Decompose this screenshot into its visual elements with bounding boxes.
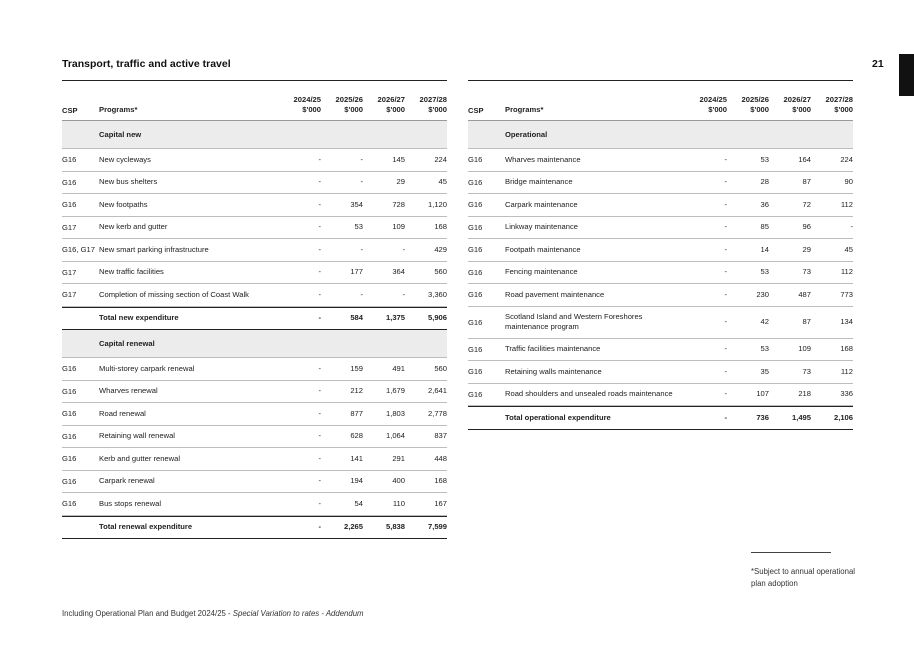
value-cell: 29 <box>802 244 811 254</box>
value-cell: 145 <box>392 154 405 164</box>
value-cell: 491 <box>392 363 405 373</box>
program-cell: Traffic facilities maintenance <box>505 344 601 354</box>
program-cell: Footpath maintenance <box>505 244 581 254</box>
table-row <box>62 403 447 426</box>
csp-header-label: CSP <box>62 106 78 115</box>
value-cell: - <box>724 177 727 187</box>
value-cell: 73 <box>802 267 811 277</box>
table-row <box>468 284 853 307</box>
program-cell: New smart parking infrastructure <box>99 244 209 254</box>
program-cell: New kerb and gutter <box>99 222 168 232</box>
value-cell: - <box>724 389 727 399</box>
value-cell: 560 <box>434 267 447 277</box>
section-heading: Capital new <box>99 129 142 139</box>
year-label: 2025/26 <box>741 94 769 104</box>
table-row <box>62 149 447 172</box>
table-row <box>468 194 853 217</box>
value-cell: 54 <box>354 498 363 508</box>
value-cell: - <box>360 289 363 299</box>
program-cell: Scotland Island and Western Foreshores maintenance program <box>505 312 643 331</box>
value-cell: 112 <box>840 366 853 376</box>
total-label: Total new expenditure <box>99 313 179 323</box>
value-cell: - <box>850 222 853 232</box>
program-cell: Fencing maintenance <box>505 267 578 277</box>
value-cell: - <box>360 244 363 254</box>
program-cell: Carpark maintenance <box>505 199 578 209</box>
section-heading-row <box>62 330 447 358</box>
csp-cell: G16, G17 <box>62 245 95 255</box>
value-cell: 29 <box>396 177 405 187</box>
program-cell: Multi-storey carpark renewal <box>99 363 195 373</box>
value-cell: - <box>318 431 321 441</box>
page-tab-marker <box>899 54 914 96</box>
table-row <box>468 172 853 195</box>
year-column-header <box>279 95 321 116</box>
csp-cell: G16 <box>468 344 483 354</box>
total-value-cell: 1,495 <box>791 412 811 422</box>
value-cell: 400 <box>392 476 405 486</box>
value-cell: 218 <box>798 389 811 399</box>
value-cell: - <box>402 244 405 254</box>
table-header-row <box>468 81 853 121</box>
total-row <box>468 406 853 430</box>
unit-label: $'000 <box>302 104 321 114</box>
value-cell: - <box>724 344 727 354</box>
value-cell: 1,679 <box>385 386 405 396</box>
value-cell: - <box>724 366 727 376</box>
value-cell: 291 <box>392 453 405 463</box>
total-value-cell: 2,106 <box>833 412 853 422</box>
table-row <box>62 471 447 494</box>
csp-cell: G17 <box>62 290 77 300</box>
section-title: Transport, traffic and active travel <box>62 58 231 70</box>
value-cell: - <box>318 408 321 418</box>
unit-label: $'000 <box>708 104 727 114</box>
value-cell: - <box>724 199 727 209</box>
year-column-header <box>685 95 727 116</box>
value-cell: - <box>724 244 727 254</box>
value-cell: - <box>402 289 405 299</box>
csp-cell: G16 <box>62 499 77 509</box>
section-heading-row <box>468 121 853 149</box>
value-cell: 224 <box>840 154 853 164</box>
csp-cell: G16 <box>468 222 483 232</box>
table-row <box>468 217 853 240</box>
total-value-cell: 7,599 <box>427 522 447 532</box>
value-cell: - <box>360 154 363 164</box>
value-cell: - <box>318 498 321 508</box>
value-cell: - <box>318 267 321 277</box>
value-cell: - <box>318 363 321 373</box>
value-cell: 168 <box>434 476 447 486</box>
value-cell: - <box>318 177 321 187</box>
section-heading: Operational <box>505 129 548 139</box>
value-cell: 14 <box>760 244 769 254</box>
value-cell: 3,360 <box>427 289 447 299</box>
unit-label: $'000 <box>750 104 769 114</box>
footnote: *Subject to annual operational plan adoption <box>751 567 856 589</box>
value-cell: 72 <box>802 199 811 209</box>
operational-expenditure-table <box>468 80 853 430</box>
csp-cell: G16 <box>62 200 77 210</box>
program-cell: Linkway maintenance <box>505 222 579 232</box>
footnote-rule <box>751 552 831 553</box>
value-cell: - <box>318 244 321 254</box>
csp-cell: G16 <box>468 155 483 165</box>
csp-cell: G16 <box>62 177 77 187</box>
table-row <box>62 239 447 262</box>
value-cell: - <box>318 154 321 164</box>
csp-cell: G16 <box>62 386 77 396</box>
value-cell: 110 <box>392 498 405 508</box>
value-cell: 53 <box>354 222 363 232</box>
value-cell: 159 <box>350 363 363 373</box>
value-cell: 96 <box>802 222 811 232</box>
value-cell: 42 <box>760 316 769 326</box>
csp-cell: G16 <box>62 431 77 441</box>
program-cell: Bridge maintenance <box>505 177 573 187</box>
table-row <box>62 262 447 285</box>
value-cell: 87 <box>802 177 811 187</box>
value-cell: - <box>318 222 321 232</box>
value-cell: 28 <box>760 177 769 187</box>
value-cell: 1,120 <box>427 199 447 209</box>
value-cell: 354 <box>350 199 363 209</box>
csp-cell: G16 <box>62 409 77 419</box>
footer-emphasis: Special Variation to rates - Addendum <box>232 609 364 618</box>
value-cell: - <box>724 316 727 326</box>
csp-header-label: CSP <box>468 106 484 115</box>
year-column-header <box>769 95 811 116</box>
value-cell: - <box>724 222 727 232</box>
programs-column-header <box>99 105 279 115</box>
program-cell: Retaining walls maintenance <box>505 366 602 376</box>
value-cell: 107 <box>756 389 769 399</box>
total-row <box>62 307 447 331</box>
value-cell: 90 <box>844 177 853 187</box>
value-cell: 194 <box>350 476 363 486</box>
value-cell: 837 <box>434 431 447 441</box>
value-cell: 877 <box>350 408 363 418</box>
year-label: 2026/27 <box>783 94 811 104</box>
total-row <box>62 516 447 540</box>
program-cell: New cycleways <box>99 154 151 164</box>
total-value-cell: 5,906 <box>427 313 447 323</box>
value-cell: 53 <box>760 154 769 164</box>
value-cell: 773 <box>840 289 853 299</box>
value-cell: 364 <box>392 267 405 277</box>
total-value-cell: - <box>318 313 321 323</box>
value-cell: 168 <box>840 344 853 354</box>
year-column-header <box>405 95 447 116</box>
table-row <box>62 194 447 217</box>
program-cell: Retaining wall renewal <box>99 431 175 441</box>
year-column-header <box>811 95 853 116</box>
csp-cell: G16 <box>468 267 483 277</box>
value-cell: 134 <box>840 316 853 326</box>
year-label: 2024/25 <box>293 94 321 104</box>
value-cell: 336 <box>840 389 853 399</box>
program-cell: Completion of missing section of Coast Walk <box>99 289 249 299</box>
value-cell: 168 <box>434 222 447 232</box>
table-header-row <box>62 81 447 121</box>
value-cell: 164 <box>798 154 811 164</box>
value-cell: 45 <box>438 177 447 187</box>
value-cell: 87 <box>802 316 811 326</box>
year-label: 2026/27 <box>377 94 405 104</box>
csp-cell: G16 <box>62 454 77 464</box>
value-cell: 628 <box>350 431 363 441</box>
value-cell: 560 <box>434 363 447 373</box>
year-column-header <box>321 95 363 116</box>
programs-column-header <box>505 105 685 115</box>
table-row <box>468 361 853 384</box>
unit-label: $'000 <box>386 104 405 114</box>
value-cell: - <box>318 289 321 299</box>
value-cell: - <box>724 154 727 164</box>
csp-cell: G16 <box>62 364 77 374</box>
csp-cell: G17 <box>62 267 77 277</box>
capital-expenditure-table <box>62 80 447 539</box>
year-label: 2025/26 <box>335 94 363 104</box>
program-cell: Road pavement maintenance <box>505 289 605 299</box>
unit-label: $'000 <box>428 104 447 114</box>
value-cell: 2,778 <box>427 408 447 418</box>
program-cell: Wharves renewal <box>99 386 158 396</box>
table-row <box>468 307 853 339</box>
program-cell: Bus stops renewal <box>99 498 162 508</box>
value-cell: 212 <box>350 386 363 396</box>
csp-cell: G16 <box>468 245 483 255</box>
total-label: Total operational expenditure <box>505 412 611 422</box>
year-column-header <box>727 95 769 116</box>
value-cell: 53 <box>760 267 769 277</box>
footer-text: Including Operational Plan and Budget 2024/25 - <box>62 609 233 618</box>
table-row <box>62 381 447 404</box>
total-value-cell: 2,265 <box>343 522 363 532</box>
section-heading-row <box>62 121 447 149</box>
year-label: 2027/28 <box>419 94 447 104</box>
value-cell: 73 <box>802 366 811 376</box>
value-cell: - <box>724 289 727 299</box>
csp-cell: G16 <box>468 317 483 327</box>
value-cell: 230 <box>756 289 769 299</box>
program-cell: New bus shelters <box>99 177 158 187</box>
table-row <box>468 149 853 172</box>
program-cell: New footpaths <box>99 199 148 209</box>
programs-header-label: Programs* <box>99 105 138 115</box>
value-cell: - <box>318 199 321 209</box>
value-cell: 177 <box>350 267 363 277</box>
table-row <box>62 448 447 471</box>
csp-cell: G16 <box>62 476 77 486</box>
value-cell: - <box>318 453 321 463</box>
unit-label: $'000 <box>834 104 853 114</box>
total-value-cell: - <box>724 412 727 422</box>
total-value-cell: 1,375 <box>385 313 405 323</box>
csp-cell: G17 <box>62 222 77 232</box>
value-cell: 141 <box>350 453 363 463</box>
value-cell: 429 <box>434 244 447 254</box>
csp-cell: G16 <box>468 367 483 377</box>
value-cell: - <box>318 476 321 486</box>
value-cell: 85 <box>760 222 769 232</box>
total-value-cell: 584 <box>350 313 363 323</box>
page-footer <box>62 609 364 618</box>
value-cell: 448 <box>434 453 447 463</box>
table-row <box>468 239 853 262</box>
value-cell: - <box>724 267 727 277</box>
value-cell: 45 <box>844 244 853 254</box>
total-label: Total renewal expenditure <box>99 522 193 532</box>
table-row <box>62 358 447 381</box>
program-cell: Carpark renewal <box>99 476 155 486</box>
value-cell: 35 <box>760 366 769 376</box>
value-cell: 36 <box>760 199 769 209</box>
value-cell: 2,641 <box>427 386 447 396</box>
table-row <box>62 284 447 307</box>
value-cell: 167 <box>434 498 447 508</box>
program-cell: Road renewal <box>99 408 146 418</box>
csp-cell: G16 <box>62 155 77 165</box>
year-label: 2024/25 <box>699 94 727 104</box>
value-cell: 109 <box>798 344 811 354</box>
section-heading: Capital renewal <box>99 338 155 348</box>
program-cell: Wharves maintenance <box>505 154 581 164</box>
value-cell: 728 <box>392 199 405 209</box>
table-row <box>62 493 447 516</box>
total-value-cell: 736 <box>756 412 769 422</box>
program-cell: New traffic facilities <box>99 267 164 277</box>
page-number: 21 <box>872 58 884 70</box>
year-column-header <box>363 95 405 116</box>
program-cell: Road shoulders and unsealed roads maintenance <box>505 389 673 399</box>
value-cell: 53 <box>760 344 769 354</box>
csp-cell: G16 <box>468 200 483 210</box>
unit-label: $'000 <box>344 104 363 114</box>
value-cell: 1,064 <box>385 431 405 441</box>
csp-cell: G16 <box>468 177 483 187</box>
csp-column-header <box>468 106 505 115</box>
program-cell: Kerb and gutter renewal <box>99 453 181 463</box>
year-label: 2027/28 <box>825 94 853 104</box>
csp-cell: G16 <box>468 389 483 399</box>
csp-cell: G16 <box>468 290 483 300</box>
value-cell: 112 <box>840 267 853 277</box>
value-cell: 109 <box>392 222 405 232</box>
value-cell: 1,803 <box>385 408 405 418</box>
table-row <box>62 217 447 240</box>
table-row <box>468 339 853 362</box>
programs-header-label: Programs* <box>505 105 544 115</box>
csp-column-header <box>62 106 99 115</box>
value-cell: 487 <box>798 289 811 299</box>
table-row <box>62 172 447 195</box>
value-cell: 112 <box>840 199 853 209</box>
unit-label: $'000 <box>792 104 811 114</box>
table-row <box>62 426 447 449</box>
value-cell: - <box>318 386 321 396</box>
table-row <box>468 262 853 285</box>
value-cell: - <box>360 177 363 187</box>
value-cell: 224 <box>434 154 447 164</box>
total-value-cell: - <box>318 522 321 532</box>
table-row <box>468 384 853 407</box>
total-value-cell: 5,838 <box>385 522 405 532</box>
